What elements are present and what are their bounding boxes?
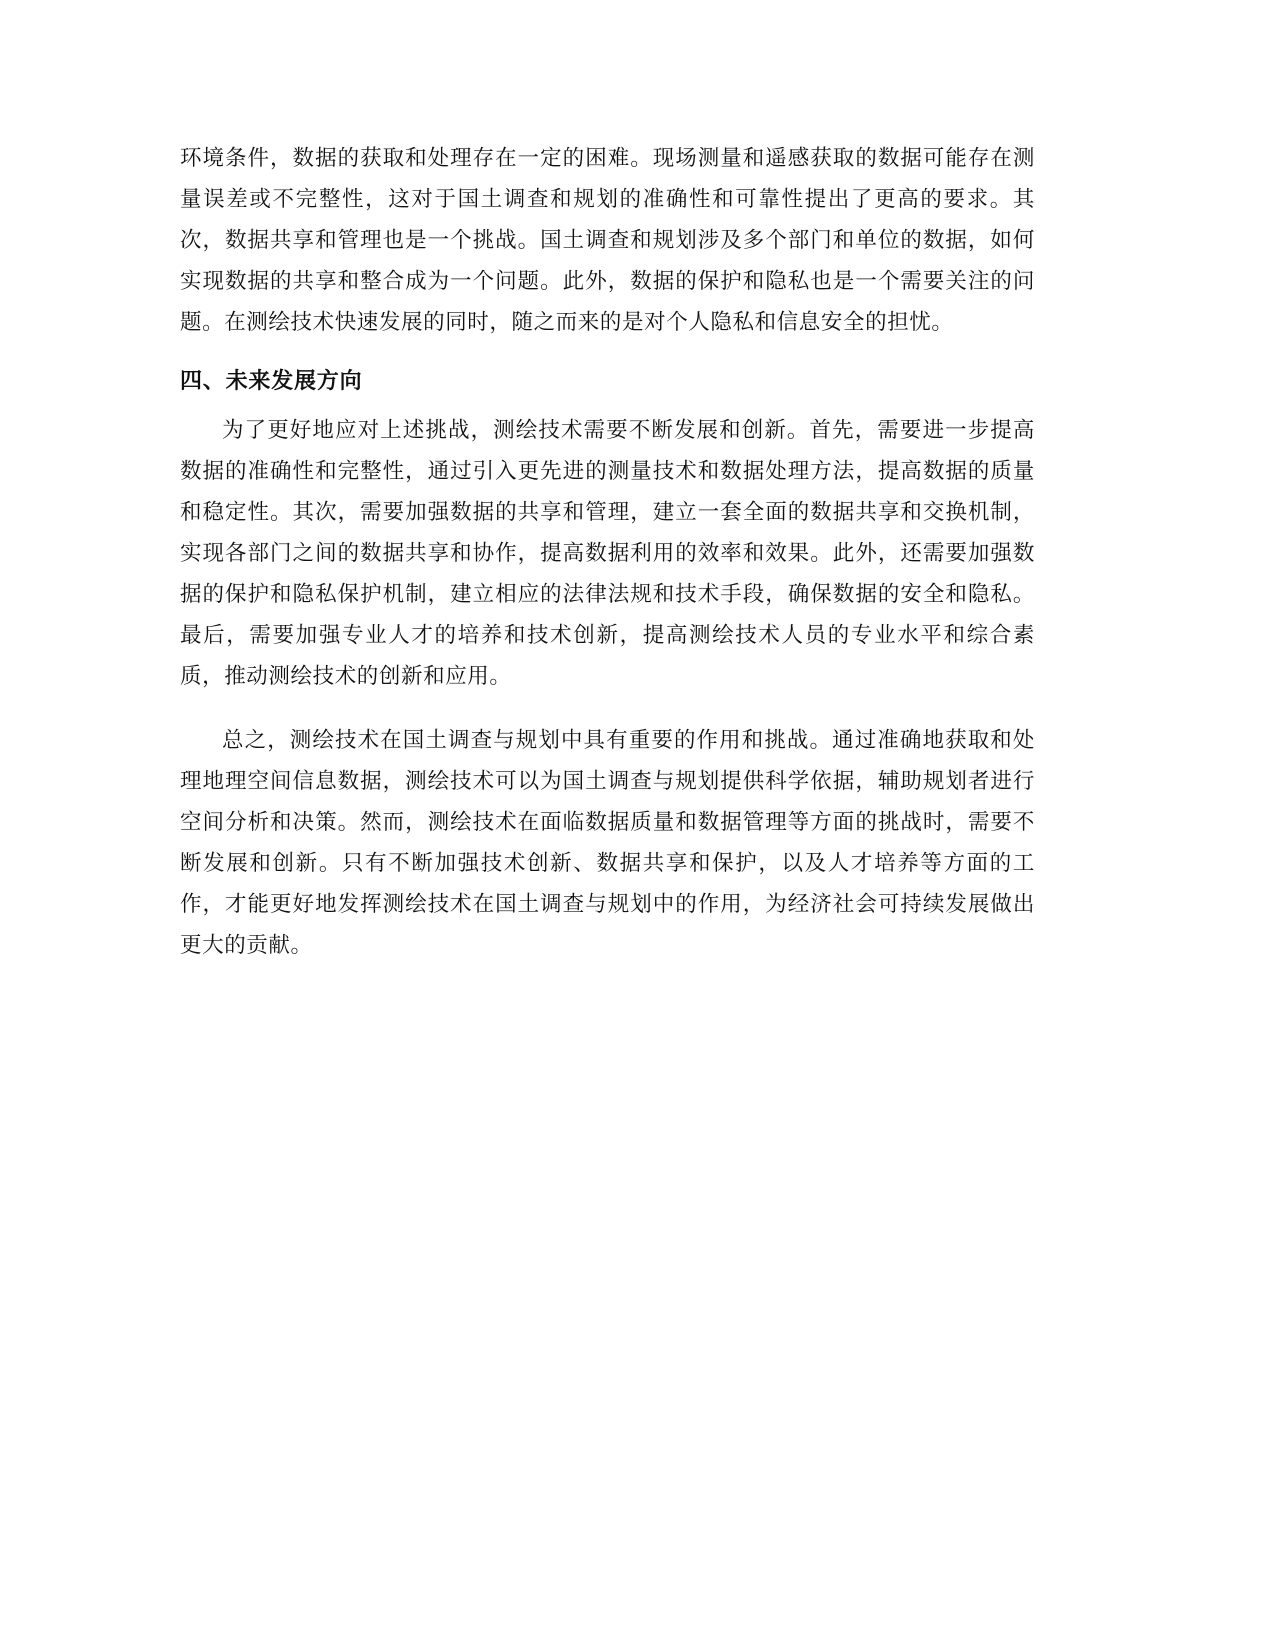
paragraph-conclusion: 总之，测绘技术在国土调查与规划中具有重要的作用和挑战。通过准确地获取和处理地理空间信息数据，测绘技术可以为国土调查与规划提供科学依据，辅助规划者进行空间分析和决策。然而，测绘技术在面临数据质量和数据管理等方面的挑战时，需要不断发展和创新。只有不断加强技术创新、数据共享和保护，以及人才培养等方面的工作，才能更好地发挥测绘技术在国土调查与规划中的作用，为经济社会可持续发展做出更大的贡献。: [180, 728, 1035, 958]
paragraph-continued: 环境条件，数据的获取和处理存在一定的困难。现场测量和遥感获取的数据可能存在测量误差或不完整性，这对于国土调查和规划的准确性和可靠性提出了更高的要求。其次，数据共享和管理也是一个挑战。国土调查和规划涉及多个部门和单位的数据，如何实现数据的共享和整合成为一个问题。此外，数据的保护和隐私也是一个需要关注的问题。在测绘技术快速发展的同时，随之而来的是对个人隐私和信息安全的担忧。: [180, 146, 1035, 335]
document-page: [180, 138, 1035, 966]
paragraph-future-directions: 为了更好地应对上述挑战，测绘技术需要不断发展和创新。首先，需要进一步提高数据的准确性和完整性，通过引入更先进的测量技术和数据处理方法，提高数据的质量和稳定性。其次，需要加强数据的共享和管理，建立一套全面的数据共享和交换机制，实现各部门之间的数据共享和协作，提高数据利用的效率和效果。此外，还需要加强数据的保护和隐私保护机制，建立相应的法律法规和技术手段，确保数据的安全和隐私。最后，需要加强专业人才的培养和技术创新，提高测绘技术人员的专业水平和综合素质，推动测绘技术的创新和应用。: [180, 418, 1035, 689]
section-heading: 四、未来发展方向: [180, 369, 363, 394]
